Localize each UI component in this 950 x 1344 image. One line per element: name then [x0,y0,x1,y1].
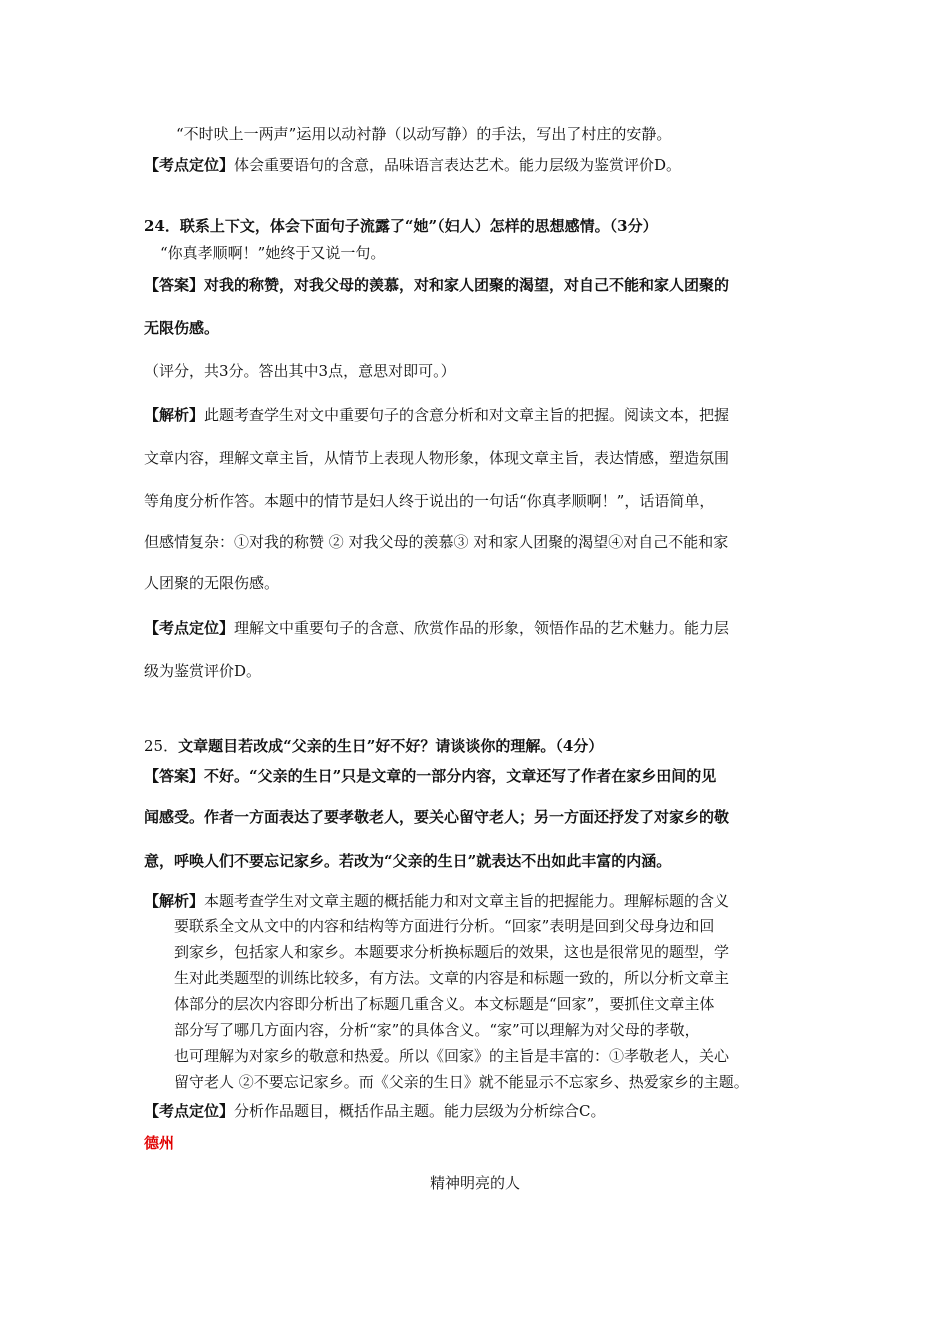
quote-24: “你真孝顺啊！”她终于又说一句。 [160,244,386,262]
analysis-25-line-5: 体部分的层次内容即分析出了标题几重含义。本文标题是“回家”，要抓住文章主体 [174,995,715,1013]
question-24: 24．联系上下文，体会下面句子流露了“她”（妇人）怎样的思想感情。（3分） [144,217,658,235]
kaodian-text: 体会重要语句的含意，品味语言表达艺术。能力层级为鉴赏评价D。 [234,156,682,174]
answer-24-line-2: 无限伤感。 [144,319,220,337]
analysis-24-line-3: 等角度分析作答。本题中的情节是妇人终于说出的一句话“你真孝顺啊！”，话语简单， [144,492,715,510]
question-25 [144,735,603,756]
analysis-25-line-8: 留守老人 ②不要忘记家乡。而《父亲的生日》就不能显示不忘家乡、热爱家乡的主题。 [174,1073,749,1091]
kaodian-label: 【考点定位】 [144,156,235,174]
kaodian-text: 理解文中重要句子的含意、欣赏作品的形象，领悟作品的艺术魅力。能力层 [234,619,730,637]
answer-25-line-1: 【答案】不好。“父亲的生日”只是文章的一部分内容，文章还写了作者在家乡田间的见 [144,767,717,785]
kaodian-24-line-1 [144,617,729,638]
kaodian-24-line-2: 级为鉴赏评价D。 [144,662,262,680]
next-article-title: 精神明亮的人 [429,1174,520,1192]
scoring-24: （评分，共3分。答出其中3点，意思对即可。） [144,362,456,380]
kaodian-25 [144,1100,606,1121]
analysis-text: 此题考查学生对文中重要句子的含意分析和对文章主旨的把握。阅读文本，把握 [204,406,730,424]
kaodian-text: 分析作品题目，概括作品主题。能力层级为分析综合C。 [234,1102,606,1120]
analysis-text: 本题考查学生对文章主题的概括能力和对文章主旨的把握能力。理解标题的含义 [204,892,730,910]
analysis-24-line-2: 文章内容，理解文章主旨，从情节上表现人物形象，体现文章主旨，表达情感，塑造氛围 [144,449,730,467]
analysis-25-line-7: 也可理解为对家乡的敬意和热爱。所以《回家》的主旨是丰富的：①孝敬老人，关心 [174,1047,730,1065]
analysis-label: 【解析】 [144,892,205,910]
question-number: 25． [144,737,179,755]
kaodian-23 [144,154,681,175]
analysis-24-line-1 [144,404,729,425]
kaodian-label: 【考点定位】 [144,619,235,637]
analysis-24-line-4: 但感情复杂：①对我的称赞 ② 对我父母的羡慕③ 对和家人团聚的渴望④对自己不能和家 [144,533,729,551]
kaodian-label: 【考点定位】 [144,1102,235,1120]
answer-25-line-2: 闻感受。作者一方面表达了要孝敬老人，要关心留守老人；另一方面还抒发了对家乡的敬 [144,808,730,826]
question-text: 文章题目若改成“父亲的生日”好不好？请谈谈你的理解。（4分） [178,737,604,755]
analysis-label: 【解析】 [144,406,205,424]
analysis-25-line-4: 生对此类题型的训练比较多，有方法。文章的内容是和标题一致的，所以分析文章主 [174,969,730,987]
analysis-25-line-6: 部分写了哪几方面内容，分析“家”的具体含义。“家”可以理解为对父母的孝敬， [174,1021,700,1039]
analysis-24-line-5: 人团聚的无限伤感。 [144,574,280,592]
answer-24-line-1: 【答案】对我的称赞，对我父母的羡慕，对和家人团聚的渴望，对自己不能和家人团聚的 [144,276,730,294]
answer-25-line-3: 意，呼唤人们不要忘记家乡。若改为“父亲的生日”就表达不出如此丰富的内涵。 [144,852,672,870]
analysis-continuation: “不时吠上一两声”运用以动衬静（以动写静）的手法，写出了村庄的安静。 [176,125,672,143]
section-label: 德州 [144,1134,175,1152]
analysis-25-line-2: 要联系全文从文中的内容和结构等方面进行分析。“回家”表明是回到父母身边和回 [174,917,715,935]
analysis-25-line-1 [144,890,729,911]
analysis-25-line-3: 到家乡，包括家人和家乡。本题要求分析换标题后的效果，这也是很常见的题型，学 [174,943,730,961]
